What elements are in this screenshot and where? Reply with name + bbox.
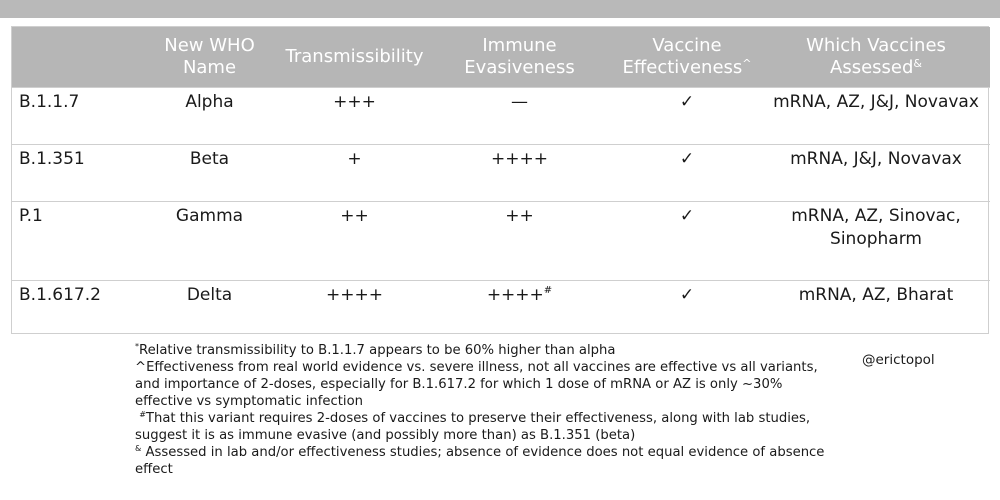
cell-vaccines-assessed: mRNA, AZ, J&J, Novavax xyxy=(762,88,990,145)
cell-transmissibility: + xyxy=(282,145,427,202)
cell-immune-evasiveness-value: — xyxy=(511,92,528,112)
cell-immune-evasiveness-value: ++++ xyxy=(491,149,548,169)
footnote-mark: * xyxy=(135,342,139,351)
cell-vaccine-effectiveness-check: ✓ xyxy=(612,145,762,202)
header-vaccine-effectiveness-mark: ^ xyxy=(742,57,752,70)
header-vaccines-assessed-mark: & xyxy=(913,57,922,70)
cell-variant-name: B.1.351 xyxy=(12,145,137,202)
footnote-effectiveness xyxy=(135,359,835,410)
cell-immune-evasiveness xyxy=(427,145,612,202)
cell-immune-evasiveness-mark: # xyxy=(543,285,553,296)
cell-immune-evasiveness xyxy=(427,281,612,338)
footnote-text: Effectiveness from real world evidence vs. severe illness, not all vaccines are effective vs all variants, and importance of 2-doses, especially for B.1.617.2 for which 1 dose of mRNA or AZ is only ~30% effective vs symptomatic infection xyxy=(135,360,818,409)
variants-table-container xyxy=(11,26,989,334)
footnote-assessed xyxy=(135,444,835,478)
table-row xyxy=(12,202,990,281)
cell-who-name: Beta xyxy=(137,145,282,202)
cell-immune-evasiveness-value: ++++ xyxy=(486,285,544,305)
header-who-name: New WHO Name xyxy=(137,27,282,88)
cell-variant-name: B.1.617.2 xyxy=(12,281,137,338)
footnote-text: Assessed in lab and/or effectiveness studies; absence of evidence does not equal evidence of absence effect xyxy=(135,445,825,477)
cell-vaccines-assessed: mRNA, J&J, Novavax xyxy=(762,145,990,202)
top-strip xyxy=(0,0,1000,18)
cell-vaccine-effectiveness-check: ✓ xyxy=(612,88,762,145)
author-credit: @erictopol xyxy=(862,352,935,368)
table-row xyxy=(12,88,990,145)
footnote-immune-evasive xyxy=(135,410,835,444)
cell-variant-name: B.1.1.7 xyxy=(12,88,137,145)
variants-table xyxy=(12,27,990,337)
cell-vaccine-effectiveness-check: ✓ xyxy=(612,202,762,281)
cell-who-name: Gamma xyxy=(137,202,282,281)
header-vaccines-assessed-label: Which Vaccines Assessed xyxy=(806,35,946,78)
footnote-text: Relative transmissibility to B.1.1.7 appears to be 60% higher than alpha xyxy=(139,343,616,358)
cell-who-name: Delta xyxy=(137,281,282,338)
header-name xyxy=(12,27,137,88)
cell-vaccines-assessed: mRNA, AZ, Bharat xyxy=(762,281,990,338)
header-immune-evasiveness: Immune Evasiveness xyxy=(427,27,612,88)
cell-vaccine-effectiveness-check: ✓ xyxy=(612,281,762,338)
cell-transmissibility: ++ xyxy=(282,202,427,281)
footnote-mark: # xyxy=(139,410,146,419)
header-vaccine-effectiveness-label: Vaccine Effectiveness xyxy=(622,35,743,78)
table-row xyxy=(12,145,990,202)
footnotes xyxy=(135,342,835,478)
footnote-mark: & xyxy=(135,444,142,453)
cell-vaccines-assessed: mRNA, AZ, Sinovac, Sinopharm xyxy=(762,202,990,281)
table-header-row xyxy=(12,27,990,88)
table-row xyxy=(12,281,990,338)
cell-transmissibility: ++++ xyxy=(282,281,427,338)
footnote-text: That this variant requires 2-doses of vaccines to preserve their effectiveness, along with lab studies, suggest it is as immune evasive (and possibly more than) as B.1.351 (beta) xyxy=(135,411,811,443)
header-vaccine-effectiveness xyxy=(612,27,762,88)
footnote-mark: ^ xyxy=(135,360,147,375)
cell-transmissibility: +++ xyxy=(282,88,427,145)
cell-immune-evasiveness xyxy=(427,88,612,145)
cell-immune-evasiveness-value: ++ xyxy=(505,206,534,226)
document-page xyxy=(0,18,1000,500)
footnote-transmissibility xyxy=(135,342,835,359)
header-vaccines-assessed xyxy=(762,27,990,88)
header-transmissibility: Transmissibility xyxy=(282,27,427,88)
cell-immune-evasiveness xyxy=(427,202,612,281)
cell-who-name: Alpha xyxy=(137,88,282,145)
cell-variant-name: P.1 xyxy=(12,202,137,281)
